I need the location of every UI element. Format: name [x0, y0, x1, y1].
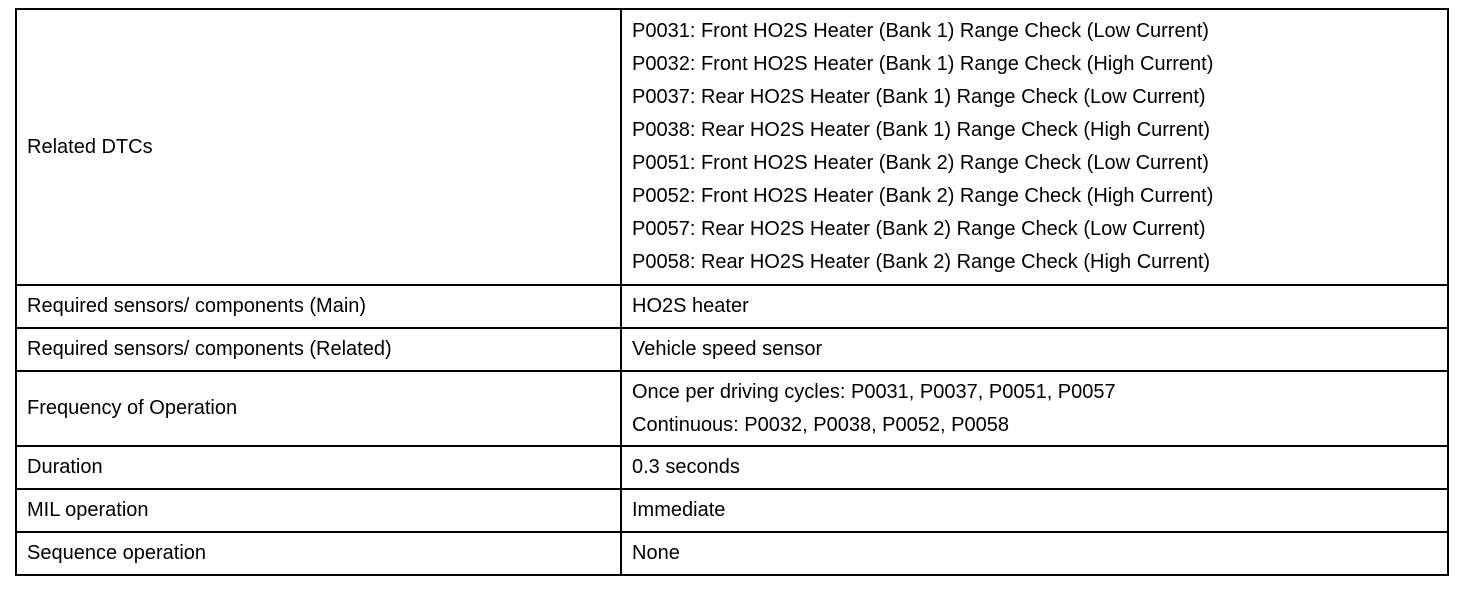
row-label-required-related: Required sensors/ components (Related): [16, 328, 621, 371]
row-value-duration: 0.3 seconds: [621, 446, 1448, 489]
table-row-sequence-operation: [16, 532, 1448, 575]
dtc-item: P0058: Rear HO2S Heater (Bank 2) Range Check (High Current): [632, 251, 1211, 273]
dtc-item: P0051: Front HO2S Heater (Bank 2) Range Check (Low Current): [632, 152, 1209, 174]
row-value-required-related: Vehicle speed sensor: [621, 328, 1448, 371]
row-label-mil-operation: MIL operation: [16, 489, 621, 532]
table-row-required-main: [16, 285, 1448, 328]
row-value-mil-operation: Immediate: [621, 489, 1448, 532]
table-row-related-dtcs: [16, 9, 1448, 285]
row-label-duration: Duration: [16, 446, 621, 489]
monitor-spec-table: [15, 8, 1449, 576]
dtc-item: P0038: Rear HO2S Heater (Bank 1) Range Check (High Current): [632, 119, 1211, 141]
row-label-required-main: Required sensors/ components (Main): [16, 285, 621, 328]
dtc-item: P0032: Front HO2S Heater (Bank 1) Range Check (High Current): [632, 53, 1214, 75]
table-row-mil-operation: [16, 489, 1448, 532]
row-label-frequency: Frequency of Operation: [16, 371, 621, 446]
row-value-related-dtcs: [621, 9, 1448, 285]
dtc-item: P0052: Front HO2S Heater (Bank 2) Range Check (High Current): [632, 185, 1214, 207]
row-label-related-dtcs: Related DTCs: [16, 9, 621, 285]
frequency-item: Once per driving cycles: P0031, P0037, P0051, P0057: [632, 380, 1116, 403]
frequency-item: Continuous: P0032, P0038, P0052, P0058: [632, 413, 1009, 436]
dtc-item: P0037: Rear HO2S Heater (Bank 1) Range Check (Low Current): [632, 86, 1206, 108]
row-value-frequency: [621, 371, 1448, 446]
dtc-item: P0031: Front HO2S Heater (Bank 1) Range Check (Low Current): [632, 20, 1209, 42]
row-value-sequence-operation: None: [621, 532, 1448, 575]
table-row-required-related: [16, 328, 1448, 371]
row-label-sequence-operation: Sequence operation: [16, 532, 621, 575]
table-row-duration: [16, 446, 1448, 489]
row-value-required-main: HO2S heater: [621, 285, 1448, 328]
dtc-item: P0057: Rear HO2S Heater (Bank 2) Range Check (Low Current): [632, 218, 1206, 240]
table-row-frequency: [16, 371, 1448, 446]
